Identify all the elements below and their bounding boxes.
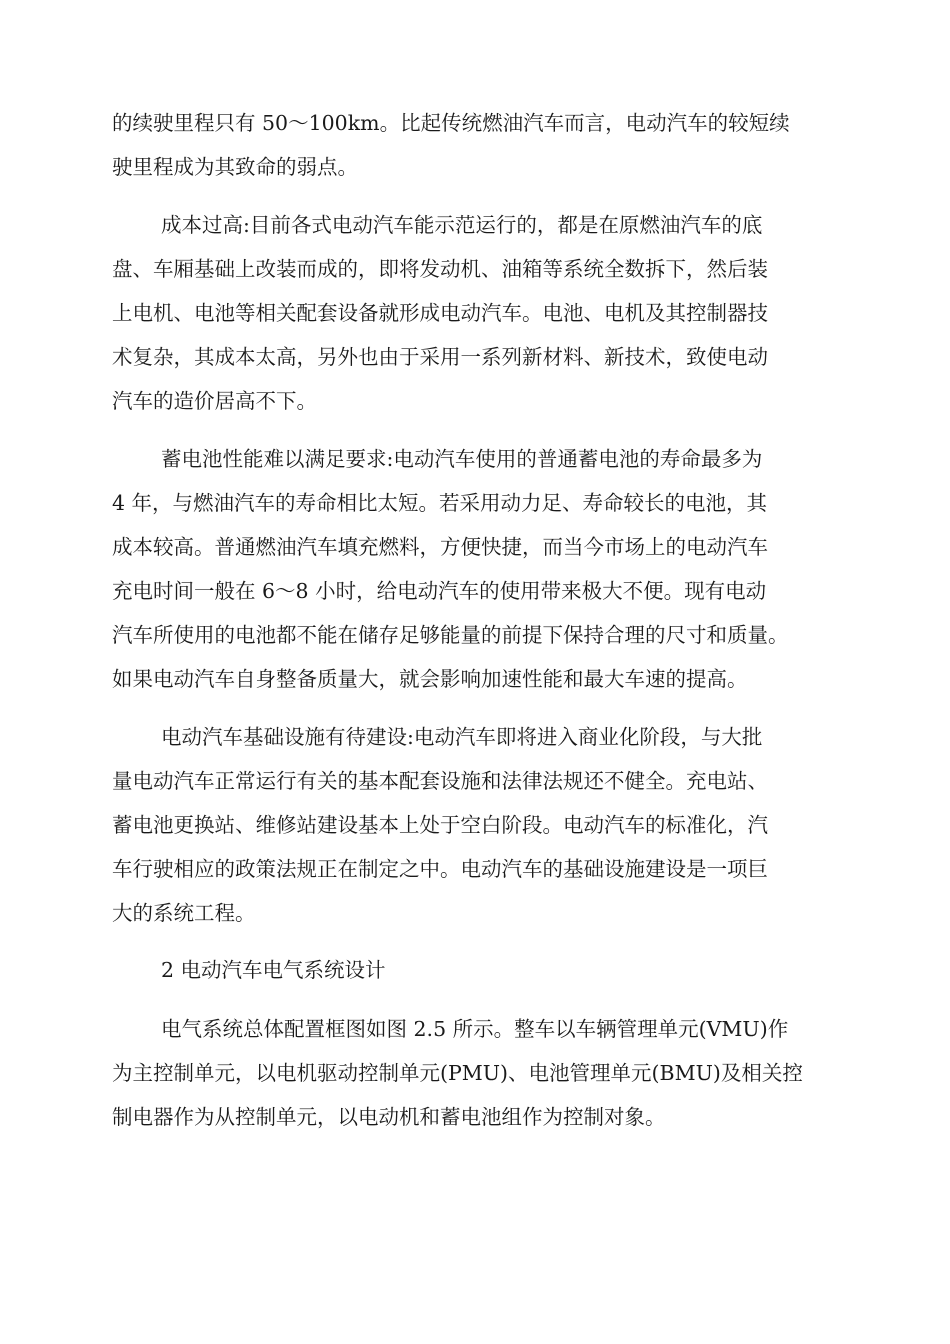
text-line: 蓄电池性能难以满足要求:电动汽车使用的普通蓄电池的寿命最多为 [161, 447, 763, 471]
text-line: 充电时间一般在 6～8 小时，给电动汽车的使用带来极大不便。现有电动 [112, 579, 767, 603]
text-line: 蓄电池更换站、维修站建设基本上处于空白阶段。电动汽车的标准化，汽 [112, 813, 768, 837]
text-line: 上电机、电池等相关配套设备就形成电动汽车。电池、电机及其控制器技 [112, 301, 768, 325]
paragraph-infrastructure [112, 727, 768, 924]
text-line: 电气系统总体配置框图如图 2.5 所示。整车以车辆管理单元(VMU)作 [161, 1017, 789, 1041]
section-heading [112, 960, 386, 981]
text-line: 如果电动汽车自身整备质量大，就会影响加速性能和最大车速的提高。 [112, 667, 748, 691]
text-line: 为主控制单元，以电机驱动控制单元(PMU)、电池管理单元(BMU)及相关控 [112, 1061, 803, 1085]
paragraph-battery-performance [112, 449, 789, 690]
text-line: 成本过高:目前各式电动汽车能示范运行的，都是在原燃油汽车的底 [161, 213, 763, 237]
text-line: 术复杂，其成本太高，另外也由于采用一系列新材料、新技术，致使电动 [112, 345, 768, 369]
text-line: 汽车所使用的电池都不能在储存足够能量的前提下保持合理的尺寸和质量。 [112, 623, 789, 647]
text-line: 的续驶里程只有 50～100km。比起传统燃油汽车而言，电动汽车的较短续 [112, 111, 790, 135]
text-line: 盘、车厢基础上改装而成的，即将发动机、油箱等系统全数拆下，然后装 [112, 257, 768, 281]
text-line: 电动汽车基础设施有待建设:电动汽车即将进入商业化阶段，与大批 [161, 725, 763, 749]
text-line: 量电动汽车正常运行有关的基本配套设施和法律法规还不健全。充电站、 [112, 769, 768, 793]
text-line: 成本较高。普通燃油汽车填充燃料，方便快捷，而当今市场上的电动汽车 [112, 535, 768, 559]
text-line: 车行驶相应的政策法规正在制定之中。电动汽车的基础设施建设是一项巨 [112, 857, 768, 881]
text-line: 大的系统工程。 [112, 901, 256, 925]
text-line: 驶里程成为其致命的弱点。 [112, 155, 358, 179]
text-line: 汽车的造价居高不下。 [112, 389, 317, 413]
section-heading-text: 2 电动汽车电气系统设计 [161, 958, 386, 982]
paragraph-range-limitation [112, 113, 790, 178]
paragraph-high-cost [112, 215, 768, 412]
text-line: 制电器作为从控制单元，以电动机和蓄电池组作为控制对象。 [112, 1105, 666, 1129]
text-line: 4 年，与燃油汽车的寿命相比太短。若采用动力足、寿命较长的电池，其 [112, 491, 768, 515]
paragraph-electrical-system [112, 1019, 803, 1128]
